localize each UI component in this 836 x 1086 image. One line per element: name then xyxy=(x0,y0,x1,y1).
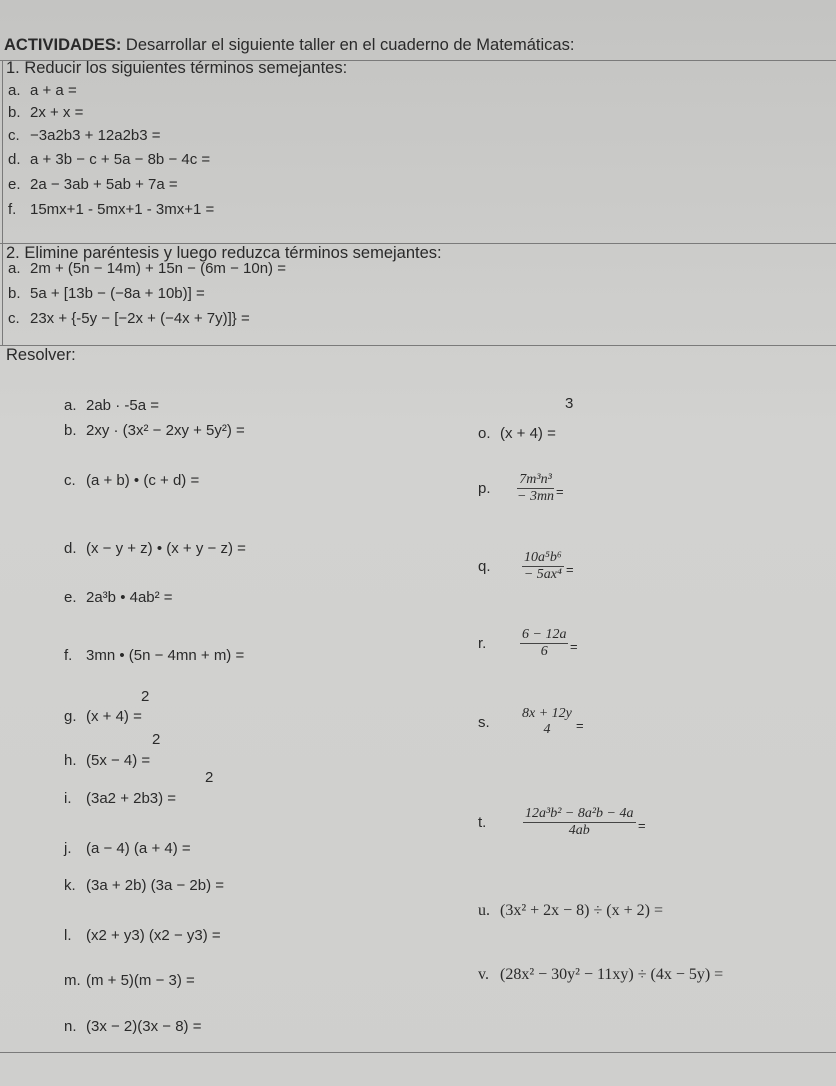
denominator: 4ab xyxy=(568,823,590,838)
exercise-item xyxy=(8,176,178,193)
header-text: Desarrollar el siguiente taller en el cuaderno de Matemáticas: xyxy=(121,36,575,54)
item-label: k. xyxy=(64,877,76,894)
item-expression: (3a + 2b) (3a − 2b) = xyxy=(86,877,225,894)
exercise-item xyxy=(8,104,83,121)
exercise-item xyxy=(8,285,205,302)
exercise-item xyxy=(64,422,245,439)
exercise-item xyxy=(64,472,199,489)
exercise-item xyxy=(478,425,556,442)
item-label: b. xyxy=(8,104,21,121)
item-expression: 2ab · -5a = xyxy=(86,397,159,414)
item-expression: (3x − 2)(3x − 8) = xyxy=(86,1018,202,1035)
item-label: e. xyxy=(8,176,21,193)
item-expression: (x + 4) = xyxy=(500,425,556,442)
item-label: u. xyxy=(478,902,490,919)
item-label: a. xyxy=(64,397,77,414)
fraction xyxy=(517,472,554,505)
divider xyxy=(2,60,3,345)
item-label: e. xyxy=(64,589,77,606)
exercise-item xyxy=(64,540,246,557)
exercise-item xyxy=(64,972,195,989)
item-label: c. xyxy=(8,127,20,144)
fraction xyxy=(522,550,564,583)
item-label: p. xyxy=(478,480,491,497)
exercise-item xyxy=(8,310,250,327)
exercise-item xyxy=(8,151,210,168)
item-expression: −3a2b3 + 12a2b3 = xyxy=(30,127,161,144)
divider xyxy=(0,1052,836,1053)
exercise-item xyxy=(64,647,244,664)
item-expression: (x2 + y3) (x2 − y3) = xyxy=(86,927,221,944)
equals-sign: = xyxy=(566,562,574,577)
item-expression: 23x + {-5y − [−2x + (−4x + 7y)]} = xyxy=(30,310,250,327)
divider xyxy=(0,345,836,346)
exercise-item xyxy=(64,1018,201,1035)
exercise-item xyxy=(8,82,77,99)
denominator: − 3mn xyxy=(517,489,555,504)
item-expression: 5a + [13b − (−8a + 10b)] = xyxy=(30,285,205,302)
header xyxy=(4,36,574,55)
item-expression: 2x + x = xyxy=(30,104,84,121)
item-expression: (a − 4) (a + 4) = xyxy=(86,840,191,857)
exercise-item xyxy=(64,927,221,944)
exercise-item xyxy=(64,877,224,894)
header-bold: ACTIVIDADES: xyxy=(4,36,122,54)
numerator: 6 − 12a xyxy=(522,627,567,642)
numerator: 8x + 12y xyxy=(522,706,572,721)
item-label: i. xyxy=(64,790,72,807)
item-label: b. xyxy=(8,285,21,302)
exponent: 2 xyxy=(141,688,150,705)
equals-sign: = xyxy=(570,639,578,654)
item-label: f. xyxy=(64,647,73,664)
item-expression: (a + b) • (c + d) = xyxy=(86,472,200,489)
exponent: 3 xyxy=(565,395,574,412)
item-label: t. xyxy=(478,814,487,831)
equals-sign: = xyxy=(556,484,564,499)
exercise-item xyxy=(64,752,150,769)
item-label: d. xyxy=(8,151,21,168)
numerator: 12a³b² − 8a²b − 4a xyxy=(525,806,634,821)
item-expression: (x + 4) = xyxy=(86,708,142,725)
item-expression: 2a³b • 4ab² = xyxy=(86,589,173,606)
fraction xyxy=(523,806,636,839)
item-expression: (3x² + 2x − 8) ÷ (x + 2) = xyxy=(500,902,663,919)
exercise-item xyxy=(478,966,723,984)
item-expression: 15mx+1 - 5mx+1 - 3mx+1 = xyxy=(30,201,215,218)
exercise-item xyxy=(64,589,173,606)
exercise-item xyxy=(64,840,191,857)
exercise-item xyxy=(64,397,159,414)
item-expression: 2xy · (3x² − 2xy + 5y²) = xyxy=(86,422,245,439)
item-label: v. xyxy=(478,966,489,983)
item-expression: (3a2 + 2b3) = xyxy=(86,790,177,807)
section2-title: 2. Elimine paréntesis y luego reduzca términos semejantes: xyxy=(6,244,442,262)
denominator: 6 xyxy=(540,644,548,659)
item-expression: a + 3b − c + 5a − 8b − 4c = xyxy=(30,151,211,168)
exercise-item xyxy=(64,790,176,807)
item-expression: 3mn • (5n − 4mn + m) = xyxy=(86,647,245,664)
item-expression: (x − y + z) • (x + y − z) = xyxy=(86,540,246,557)
item-label: m. xyxy=(64,972,81,989)
item-label: q. xyxy=(478,558,491,575)
fraction xyxy=(520,706,574,738)
item-label: j. xyxy=(64,840,72,857)
denominator: 4 xyxy=(543,722,551,737)
item-label: o. xyxy=(478,425,491,442)
item-label: l. xyxy=(64,927,72,944)
section3-title: Resolver: xyxy=(6,346,76,364)
item-label: g. xyxy=(64,708,77,725)
item-expression: 2m + (5n − 14m) + 15n − (6m − 10n) = xyxy=(30,260,286,277)
item-expression: a + a = xyxy=(30,82,77,99)
section1-title: 1. Reducir los siguientes términos semejantes: xyxy=(6,59,348,77)
fraction xyxy=(520,627,568,660)
item-expression: 2a − 3ab + 5ab + 7a = xyxy=(30,176,178,193)
item-label: a. xyxy=(8,82,21,99)
numerator: 10a⁵b⁶ xyxy=(524,550,562,565)
exercise-item xyxy=(64,708,142,725)
item-expression: (5x − 4) = xyxy=(86,752,151,769)
item-label: b. xyxy=(64,422,77,439)
item-label: h. xyxy=(64,752,77,769)
item-label: r. xyxy=(478,635,487,652)
exercise-item xyxy=(8,260,286,277)
item-label: d. xyxy=(64,540,77,557)
exercise-item xyxy=(478,902,663,920)
denominator: − 5ax⁴ xyxy=(523,567,562,582)
exercise-item xyxy=(8,127,161,144)
item-label: c. xyxy=(64,472,76,489)
item-label: s. xyxy=(478,714,490,731)
item-label: c. xyxy=(8,310,20,327)
item-expression: (m + 5)(m − 3) = xyxy=(86,972,195,989)
equals-sign: = xyxy=(638,818,646,833)
exponent: 2 xyxy=(205,769,214,786)
exponent: 2 xyxy=(152,731,161,748)
item-label: n. xyxy=(64,1018,77,1035)
item-expression: (28x² − 30y² − 11xy) ÷ (4x − 5y) = xyxy=(500,966,724,983)
exercise-item xyxy=(8,201,214,218)
numerator: 7m³n³ xyxy=(517,472,554,489)
equals-sign: = xyxy=(576,718,584,733)
item-label: f. xyxy=(8,201,17,218)
item-label: a. xyxy=(8,260,21,277)
